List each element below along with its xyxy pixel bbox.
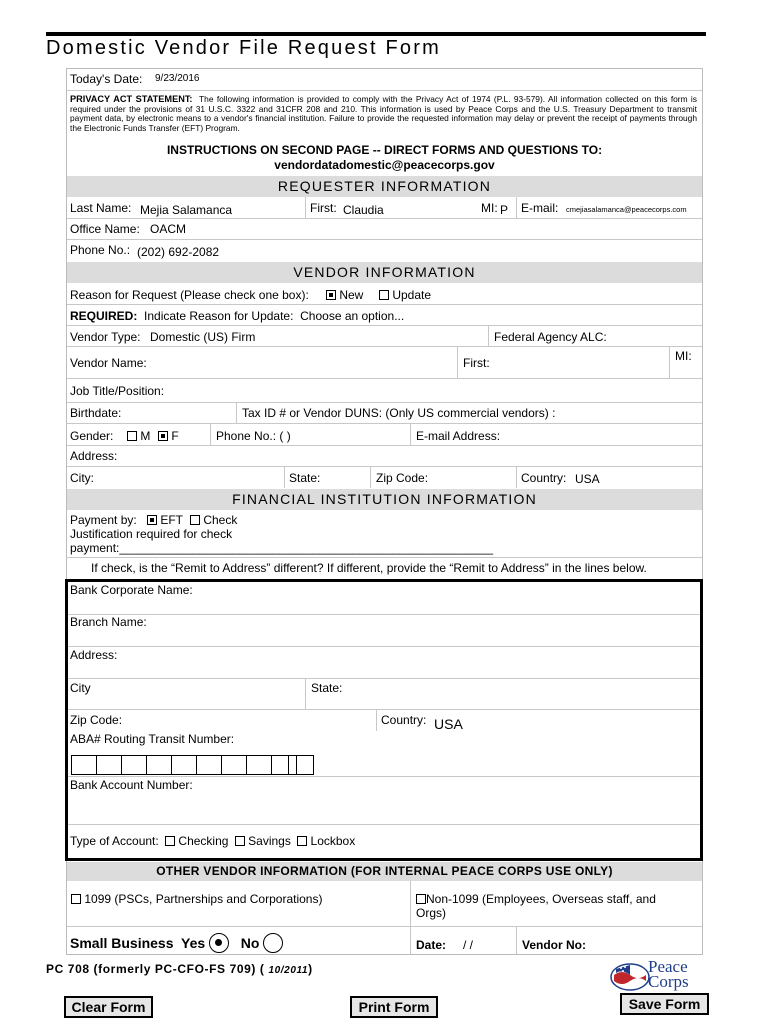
privacy-text: The following information is provided to comply with the Privacy Act of 1974 (P.L. 93-579). All information collected on this form is required under the provisions of 31 U.S.C. 3322 and 31CFR 208 and 210. This information is used by Peace Corps and the U.S. Treasury Department to transmit payment data, by electronic means to a vendor's financial institution. Failure to provide the requested information may delay or prevent the receipt of payments through the Electronic Funds Transfer (EFT) Program.	[70, 94, 697, 133]
instructions-email: vendordatadomestic@peacecorps.gov	[274, 158, 495, 172]
vendor-first-label: First:	[463, 356, 490, 370]
instructions-line1: INSTRUCTIONS ON SECOND PAGE -- DIRECT FORMS AND QUESTIONS TO:	[166, 143, 603, 157]
save-form-button[interactable]: Save Form	[620, 993, 709, 1015]
branch-name-label: Branch Name:	[70, 615, 147, 629]
page-title: Domestic Vendor File Request Form	[46, 37, 441, 59]
savings-checkbox[interactable]	[235, 836, 245, 846]
account-number-label: Bank Account Number:	[70, 778, 193, 792]
small-business-yes-radio[interactable]	[209, 933, 229, 953]
aba-digit-8[interactable]	[246, 755, 272, 775]
privacy-heading: PRIVACY ACT STATEMENT:	[70, 94, 193, 104]
other-heading: OTHER VENDOR INFORMATION (FOR INTERNAL PEACE CORPS USE ONLY)	[67, 862, 702, 881]
bank-country-label: Country:	[381, 713, 427, 727]
vendor-country-label: Country:	[521, 471, 567, 485]
alc-label: Federal Agency ALC:	[494, 330, 607, 344]
reason-update-option[interactable]: Update	[379, 288, 431, 302]
aba-digit-3[interactable]	[121, 755, 147, 775]
bank-address-label: Address:	[70, 648, 118, 662]
form-id: PC 708 (formerly PC-CFO-FS 709) ( 10/2011)	[46, 962, 313, 976]
flag-icon	[610, 955, 652, 993]
vendor-zip-label: Zip Code:	[376, 471, 429, 485]
first-name-field[interactable]: Claudia	[343, 203, 384, 217]
reason-label: Reason for Request (Please check one box):	[70, 288, 309, 302]
birthdate-label: Birthdate:	[70, 406, 122, 420]
bank-name-label: Bank Corporate Name:	[70, 583, 193, 597]
eft-checkbox[interactable]	[147, 515, 157, 525]
small-business-row: Small Business Yes No	[70, 933, 283, 953]
last-name-label: Last Name:	[70, 201, 132, 215]
taxid-label: Tax ID # or Vendor DUNS: (Only US commercial vendors) :	[242, 406, 556, 420]
job-title-label: Job Title/Position:	[70, 384, 165, 398]
vendor-no-label: Vendor No:	[522, 938, 587, 952]
opt-non1099[interactable]: Non-1099 (Employees, Overseas staff, and	[416, 892, 656, 906]
print-form-button[interactable]: Print Form	[350, 996, 438, 1018]
first-label: First:	[310, 201, 337, 215]
date-label: Date:	[416, 938, 447, 952]
aba-digit-2[interactable]	[96, 755, 122, 775]
privacy-statement	[70, 95, 697, 133]
vendor-city-label: City:	[70, 471, 94, 485]
lockbox-checkbox[interactable]	[297, 836, 307, 846]
phone-label: Phone No.:	[70, 243, 131, 257]
clear-form-button[interactable]: Clear Form	[64, 996, 153, 1018]
reason-update-checkbox[interactable]	[379, 290, 389, 300]
bank-city-label: City	[70, 681, 91, 695]
remit-note: If check, is the “Remit to Address” different? If different, provide the “Remit to Address” in the lines below.	[91, 561, 647, 575]
update-reason-dropdown[interactable]: Choose an option...	[300, 309, 405, 323]
gender-m-checkbox[interactable]	[127, 431, 137, 441]
todays-date-label: Today's Date:	[70, 72, 143, 86]
payment-label: Payment by:	[70, 513, 137, 527]
office-label: Office Name:	[70, 222, 140, 236]
aba-label: ABA# Routing Transit Number:	[70, 732, 235, 746]
email-field[interactable]: cmejiasalamanca@peacecorps.com	[566, 205, 687, 214]
requester-heading: REQUESTER INFORMATION	[67, 176, 702, 197]
phone-field[interactable]: (202) 692-2082	[137, 245, 220, 259]
opt-1099[interactable]: 1099 (PSCs, Partnerships and Corporations)	[71, 892, 322, 906]
vendor-address-label: Address:	[70, 449, 118, 463]
gender-label: Gender:	[70, 429, 114, 443]
vendor-type-dropdown[interactable]: Domestic (US) Firm	[150, 330, 256, 344]
opt-non1099-checkbox[interactable]	[416, 894, 426, 904]
vendor-heading: VENDOR INFORMATION	[67, 262, 702, 283]
justification-line1: Justification required for check	[70, 527, 233, 541]
email-label: E-mail:	[521, 201, 559, 215]
vendor-country-field[interactable]: USA	[575, 472, 600, 486]
instructions	[67, 143, 702, 173]
bank-state-label: State:	[311, 681, 343, 695]
gender-f-option[interactable]: F	[158, 429, 179, 443]
aba-digit-10[interactable]	[288, 755, 314, 775]
todays-date-field[interactable]: 9/23/2016	[155, 73, 200, 84]
logo-text: Peace Corps	[648, 957, 689, 991]
mi-field[interactable]: P	[500, 203, 509, 217]
office-field[interactable]: OACM	[150, 222, 186, 236]
bank-country-field[interactable]: USA	[434, 716, 463, 732]
mi-label: MI:	[481, 201, 498, 215]
checking-checkbox[interactable]	[165, 836, 175, 846]
bank-zip-label: Zip Code:	[70, 713, 123, 727]
date-field[interactable]: / /	[463, 938, 474, 952]
vendor-mi-label: MI:	[675, 349, 692, 363]
reason-new-option[interactable]: New	[326, 288, 363, 302]
aba-digit-4[interactable]	[146, 755, 172, 775]
required-row: REQUIRED: Indicate Reason for Update: Choose an option...	[70, 309, 405, 323]
aba-digit-7[interactable]	[221, 755, 247, 775]
justification-field[interactable]: payment:________________________________________________________	[70, 541, 494, 555]
title-rule	[46, 32, 706, 36]
vendor-phone-label: Phone No.: ( )	[216, 429, 291, 443]
account-type-row: Type of Account: Checking Savings Lockbox	[70, 834, 356, 848]
payment-eft-option[interactable]: EFT	[147, 513, 183, 527]
opt-non1099-line2: Orgs)	[416, 906, 446, 920]
vendor-email-label: E-mail Address:	[416, 429, 501, 443]
reason-new-checkbox[interactable]	[326, 290, 336, 300]
peace-corps-logo	[610, 955, 700, 993]
check-checkbox[interactable]	[190, 515, 200, 525]
aba-digit-5[interactable]	[171, 755, 197, 775]
last-name-field[interactable]: Mejia Salamanca	[140, 203, 233, 217]
gender-f-checkbox[interactable]	[158, 431, 168, 441]
payment-check-option[interactable]: Check	[190, 513, 237, 527]
gender-m-option[interactable]: M	[127, 429, 150, 443]
opt-1099-checkbox[interactable]	[71, 894, 81, 904]
financial-heading: FINANCIAL INSTITUTION INFORMATION	[67, 489, 702, 510]
vendor-type-label: Vendor Type:	[70, 330, 141, 344]
vendor-name-label: Vendor Name:	[70, 356, 147, 370]
vendor-state-label: State:	[289, 471, 321, 485]
aba-digit-6[interactable]	[196, 755, 222, 775]
small-business-no-radio[interactable]	[263, 933, 283, 953]
aba-digit-1[interactable]	[71, 755, 97, 775]
